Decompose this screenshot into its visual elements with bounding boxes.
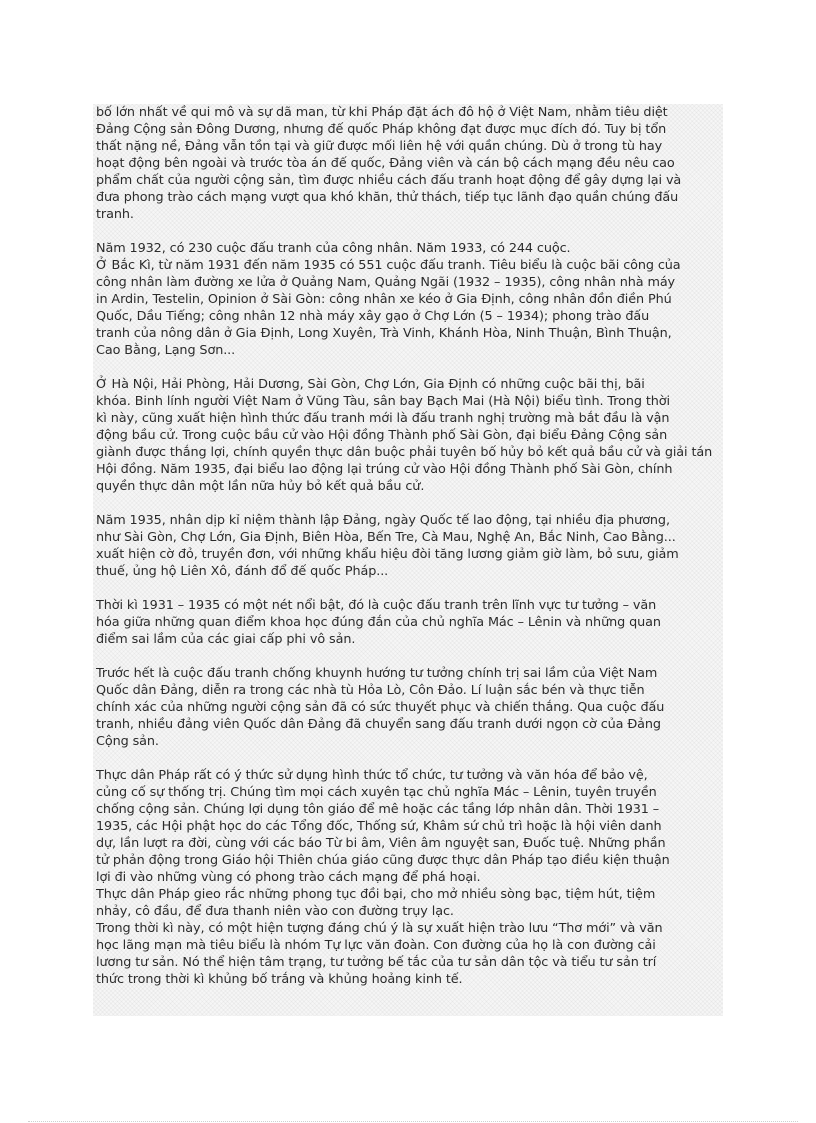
- page-bottom-divider: [28, 1121, 798, 1122]
- paragraph: Ở Hà Nội, Hải Phòng, Hải Dương, Sài Gòn, Chợ Lớn, Gia Định có những cuộc bãi thị, bãi khóa. Binh lính người Việt Nam ở Vũng Tàu, sân bay Bạch Mai (Hà Nội) biểu tình. Trong thời kì này, cũng xuất hiện hình thức đấu tranh mới là đấu tranh nghị trường mà bắt đầu là vận động bầu cử. Trong cuộc bầu cử vào Hội đồng Thành phố Sài Gòn, đại biểu Đảng Cộng sản giành được thắng lợi, chính quyền thực dân buộc phải tuyên bố hủy bỏ kết quả bầu cử và giải tán Hội đồng. Năm 1935, đại biểu lao động lại trúng cử vào Hội đồng Thành phố Sài Gòn, chính quyền thực dân một lần nữa hủy bỏ kết quả bầu cử.: [96, 377, 713, 494]
- paragraph: Thực dân Pháp rất có ý thức sử dụng hình thức tổ chức, tư tưởng và văn hóa để bảo vệ, củng cố sự thống trị. Chúng tìm mọi cách xuyên tạc chủ nghĩa Mác – Lênin, tuyên truyền chống cộng sản. Chúng lợi dụng tôn giáo để mê hoặc các tầng lớp nhân dân. Thời 1931 – 1935, các Hội phật học do các Tổng đốc, Thống sứ, Khâm sứ chủ trì hoặc là hội viên danh dự, lần lượt ra đời, cùng với các báo Từ bi âm, Viên âm nguyệt san, Đuốc tuệ. Những phần tử phản động trong Giáo hội Thiên chúa giáo cũng được thực dân Pháp tạo điều kiện thuận lợi đi vào những vùng có phong trào cách mạng để phá hoại. Thực dân Pháp gieo rắc những phong tục đồi bại, cho mở nhiều sòng bạc, tiệm hút, tiệm nhảy, cô đầu, để đưa thanh niên vào con đường trụy lạc. Trong thời kì này, có một hiện tượng đáng chú ý là sự xuất hiện trào lưu “Thơ mới” và văn học lãng mạn mà tiêu biểu là nhóm Tự lực văn đoàn. Con đường của họ là con đường cải lương tư sản. Nó thể hiện tâm trạng, tư tưởng bế tắc của tư sản dân tộc và tiểu tư sản trí thức trong thời kì khủng bố trắng và khủng hoảng kinh tế.: [96, 768, 670, 987]
- document-text-block: [93, 104, 723, 1016]
- paragraph: Thời kì 1931 – 1935 có một nét nổi bật, đó là cuộc đấu tranh trên lĩnh vực tư tưởng – văn hóa giữa những quan điểm khoa học đúng đắn của chủ nghĩa Mác – Lênin và những quan điểm sai lầm của các giai cấp phi vô sản.: [96, 598, 661, 647]
- paragraph: Trước hết là cuộc đấu tranh chống khuynh hướng tư tưởng chính trị sai lầm của Việt Nam Quốc dân Đảng, diễn ra trong các nhà tù Hỏa Lò, Côn Đảo. Lí luận sắc bén và thực tiễn chính xác của những người cộng sản đã có sức thuyết phục và chiến thắng. Qua cuộc đấu tranh, nhiều đảng viên Quốc dân Đảng đã chuyển sang đấu tranh dưới ngọn cờ của Đảng Cộng sản.: [96, 666, 665, 749]
- paragraph: Năm 1932, có 230 cuộc đấu tranh của công nhân. Năm 1933, có 244 cuộc. Ở Bắc Kì, từ năm 1931 đến năm 1935 có 551 cuộc đấu tranh. Tiêu biểu là cuộc bãi công của công nhân làm đường xe lửa ở Quảng Nam, Quảng Ngãi (1932 – 1935), công nhân nhà máy in Ardin, Testelin, Opinion ở Sài Gòn: công nhân xe kéo ở Gia Định, công nhân đồn điền Phú Quốc, Dầu Tiếng; công nhân 12 nhà máy xây gạo ở Chợ Lớn (5 – 1934); phong trào đấu tranh của nông dân ở Gia Định, Long Xuyên, Trà Vinh, Khánh Hòa, Ninh Thuận, Bình Thuận, Cao Bằng, Lạng Sơn...: [96, 241, 681, 358]
- paragraph: Năm 1935, nhân dịp kỉ niệm thành lập Đảng, ngày Quốc tế lao động, tại nhiều địa phương, như Sài Gòn, Chợ Lớn, Gia Định, Biên Hòa, Bến Tre, Cà Mau, Nghệ An, Bắc Ninh, Cao Bằng... xuất hiện cờ đỏ, truyền đơn, với những khẩu hiệu đòi tăng lương giảm giờ làm, bỏ sưu, giảm thuế, ủng hộ Liên Xô, đánh đổ đế quốc Pháp...: [96, 513, 679, 579]
- paragraph: bố lớn nhất về qui mô và sự dã man, từ khi Pháp đặt ách đô hộ ở Việt Nam, nhằm tiêu diệt Đảng Cộng sản Đông Dương, nhưng đế quốc Pháp không đạt được mục đích đó. Tuy bị tổn thất nặng nề, Đảng vẫn tồn tại và giữ được mối liên hệ với quần chúng. Dù ở trong tù hay hoạt động bên ngoài và trước tòa án đế quốc, Đảng viên và cán bộ cách mạng đều nêu cao phẩm chất của người cộng sản, tìm được nhiều cách đấu tranh hoạt động để gây dựng lại và đưa phong trào cách mạng vượt qua khó khăn, thử thách, tiếp tục lãnh đạo quần chúng đấu tranh.: [96, 105, 682, 222]
